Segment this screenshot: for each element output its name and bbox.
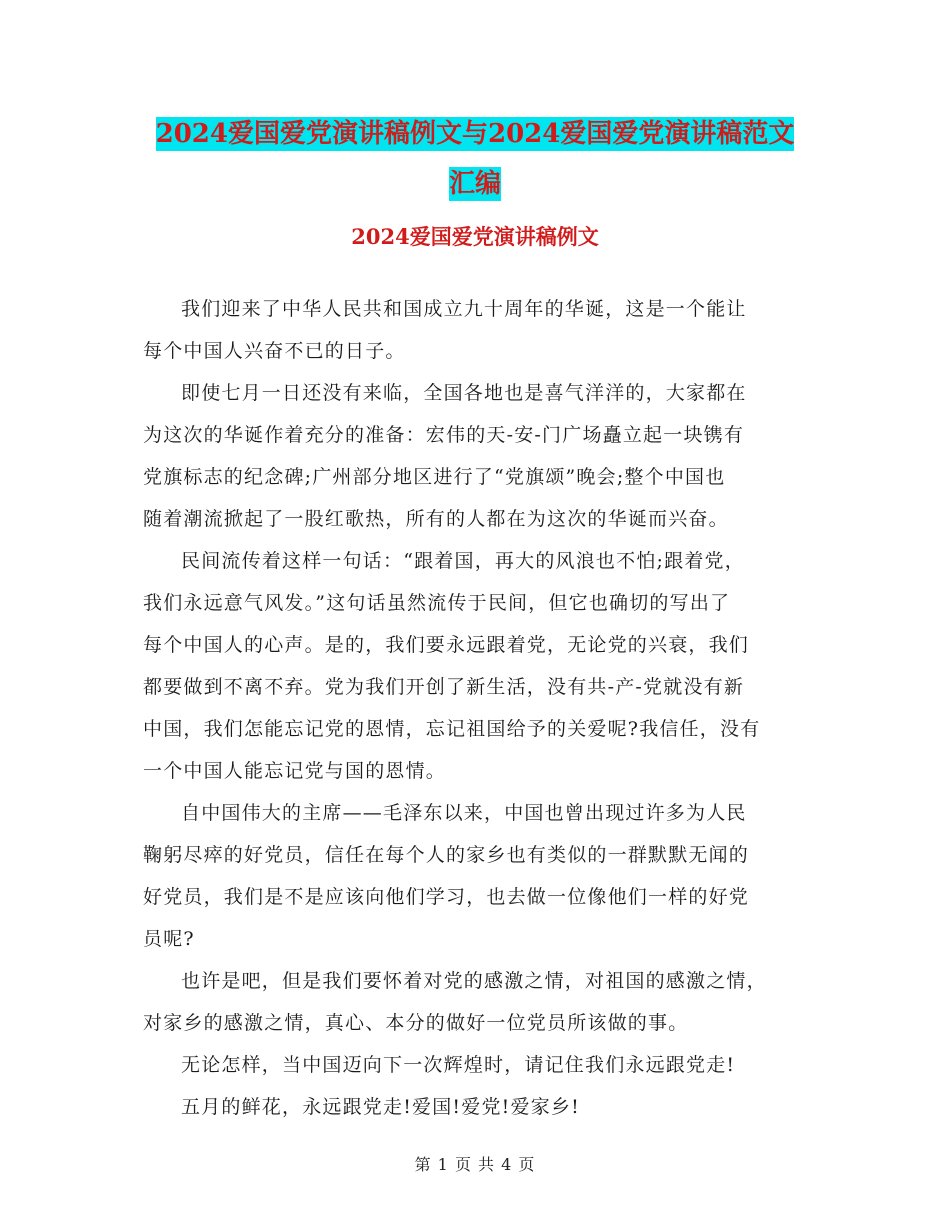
paragraph [143, 288, 806, 372]
title-line-1: 2024爱国爱党演讲稿例文与2024爱国爱党演讲稿范文 [155, 119, 795, 149]
document-title [140, 112, 810, 212]
paragraph [143, 1044, 806, 1086]
paragraph [143, 792, 806, 960]
paragraph [143, 540, 806, 792]
paragraph [143, 1086, 806, 1128]
paragraph-line: 无论怎样，当中国迈向下一次辉煌时，请记住我们永远跟党走! [181, 1054, 736, 1076]
paragraph-line: 自中国伟大的主席——毛泽东以来，中国也曾出现过许多为人民 [181, 802, 747, 824]
paragraph-line: 也许是吧，但是我们要怀着对党的感激之情，对祖国的感激之情， [181, 970, 767, 992]
paragraph-line: 即使七月一日还没有来临，全国各地也是喜气洋洋的，大家都在 [181, 382, 747, 404]
document-body [143, 288, 806, 1128]
paragraph-line: 都要做到不离不弃。党为我们开创了新生活，没有共-产-党就没有新 [143, 676, 745, 698]
paragraph-line: 党旗标志的纪念碑;广州部分地区进行了“党旗颂”晚会;整个中国也 [143, 466, 726, 488]
paragraph-line: 为这次的华诞作着充分的准备：宏伟的天-安-门广场矗立起一块镌有 [143, 424, 745, 446]
paragraph-line: 一个中国人能忘记党与国的恩情。 [143, 760, 447, 782]
paragraph [143, 372, 806, 540]
paragraph-line: 好党员，我们是不是应该向他们学习，也去做一位像他们一样的好党 [143, 886, 750, 908]
paragraph-line: 每个中国人的心声。是的，我们要永远跟着党，无论党的兴衰，我们 [143, 634, 750, 656]
paragraph-line: 对家乡的感激之情，真心、本分的做好一位党员所该做的事。 [143, 1012, 689, 1034]
paragraph [143, 960, 806, 1044]
paragraph-line: 我们迎来了中华人民共和国成立九十周年的华诞，这是一个能让 [181, 298, 747, 320]
paragraph-line: 每个中国人兴奋不已的日子。 [143, 340, 406, 362]
paragraph-line: 鞠躬尽瘁的好党员，信任在每个人的家乡也有类似的一群默默无闻的 [143, 844, 750, 866]
title-line-2: 汇编 [448, 169, 501, 199]
section-title: 2024爱国爱党演讲稿例文 [351, 224, 599, 249]
paragraph-line: 民间流传着这样一句话：“跟着国，再大的风浪也不怕;跟着党， [181, 550, 745, 572]
paragraph-line: 我们永远意气风发。”这句话虽然流传于民间，但它也确切的写出了 [143, 592, 731, 614]
paragraph-line: 员呢? [143, 928, 195, 950]
paragraph-line: 随着潮流掀起了一股红歌热，所有的人都在为这次的华诞而兴奋。 [143, 508, 729, 530]
paragraph-line: 中国，我们怎能忘记党的恩情，忘记祖国给予的关爱呢?我信任，没有 [143, 718, 761, 740]
page-footer: 第 1 页 共 4 页 [414, 1155, 536, 1174]
paragraph-line: 五月的鲜花，永远跟党走!爱国!爱党!爱家乡! [181, 1096, 580, 1118]
